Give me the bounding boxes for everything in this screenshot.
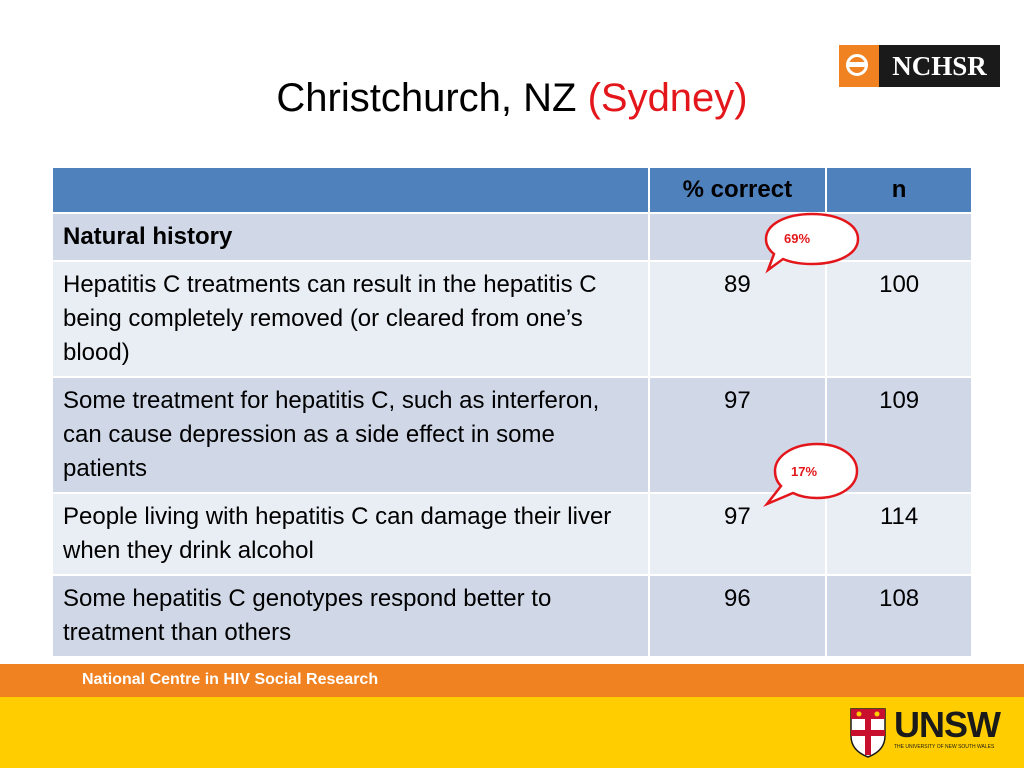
unsw-crest-icon bbox=[848, 706, 888, 758]
unsw-logo-text: UNSW bbox=[894, 704, 1000, 745]
row-statement: Some hepatitis C genotypes respond better to treatment than others bbox=[52, 575, 649, 657]
organisation-name: National Centre in HIV Social Research bbox=[82, 671, 379, 688]
header-statement bbox=[52, 167, 649, 213]
title-highlight: (Sydney) bbox=[587, 76, 748, 120]
unsw-tagline: THE UNIVERSITY OF NEW SOUTH WALES bbox=[894, 744, 995, 750]
callout-label: 69% bbox=[783, 231, 811, 246]
footer-band bbox=[0, 664, 1024, 697]
row-pct-correct: 96 bbox=[649, 575, 827, 657]
row-statement: People living with hepatitis C can damage their liver when they drink alcohol bbox=[52, 493, 649, 575]
title-main: Christchurch, NZ bbox=[276, 76, 577, 120]
callout-label: 17% bbox=[790, 464, 818, 479]
row-n: 100 bbox=[826, 261, 972, 377]
row-n: 114 bbox=[826, 493, 972, 575]
row-statement: Hepatitis C treatments can result in the hepatitis C being completely removed (or cleared from one’s blood) bbox=[52, 261, 649, 377]
nchsr-logo-text: NCHSR bbox=[879, 45, 1000, 87]
row-pct-correct: 97 bbox=[649, 493, 827, 575]
table-row bbox=[52, 261, 972, 377]
row-pct-correct: 89 bbox=[649, 261, 827, 377]
section-label: Natural history bbox=[52, 213, 649, 261]
nchsr-mark-icon bbox=[839, 45, 879, 87]
row-n: 108 bbox=[826, 575, 972, 657]
table-header-row bbox=[52, 167, 972, 213]
table-row bbox=[52, 575, 972, 657]
row-n: 109 bbox=[826, 377, 972, 493]
header-pct-correct: % correct bbox=[649, 167, 827, 213]
row-pct-correct: 97 bbox=[649, 377, 827, 493]
nchsr-logo bbox=[839, 45, 1000, 87]
unsw-logo bbox=[848, 706, 1008, 760]
row-statement: Some treatment for hepatitis C, such as interferon, can cause depression as a side effect in some patients bbox=[52, 377, 649, 493]
header-n: n bbox=[826, 167, 972, 213]
